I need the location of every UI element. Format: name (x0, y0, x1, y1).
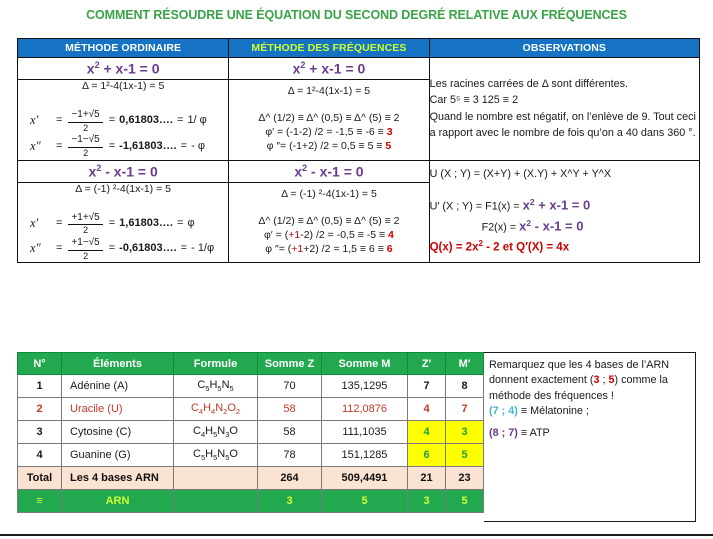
frq1-line1: Δ^ (1/2) ≡ Δ^ (0,5) ≡ Δ^ (5) ≡ 2 (258, 112, 400, 125)
obs2-f2-rest: - x-1 = 0 (531, 218, 584, 234)
ord1-root1 (30, 109, 228, 133)
frq2-line2-a: φ′ = ( (263, 229, 289, 242)
page-title: COMMENT RÉSOUDRE UNE ÉQUATION DU SECOND DEGRÉ RELATIVE AUX FRÉQUENCES (86, 8, 627, 22)
arn-header-elements: Éléments (62, 353, 174, 375)
obs2-f2-line (430, 217, 699, 236)
ord1-root1-label: x′ (30, 113, 39, 128)
arn-header-zprime: Z' (408, 353, 446, 375)
ord2-root1-equiv: φ (187, 217, 195, 230)
ord1-root2 (30, 134, 228, 158)
ord1-root1-num: −1+√5 (68, 109, 102, 123)
eq1-ord-exp: 2 (94, 60, 100, 71)
arn-obs-p1-sep: ; (599, 374, 609, 387)
arn-cell-zprime: 6 (408, 444, 446, 467)
eq2-ord-rest: - x-1 = 0 (101, 163, 158, 180)
arn-table-row (18, 398, 484, 421)
ord1-delta: Δ = 1²-4(1x-1) = 5 (81, 80, 165, 92)
equation-row-1 (18, 58, 700, 80)
ord2-root1-eq3: = (177, 217, 184, 230)
arn-table-body (18, 375, 484, 513)
arn-equiv-element: ARN (62, 490, 174, 513)
arn-total-somme-z: 264 (258, 467, 322, 490)
arn-cell-mprime: 3 (446, 421, 484, 444)
frq2-line2-b: -2) /2 = -0,5 ≡ -5 ≡ (300, 229, 389, 242)
frq1-line2-result: 3 (386, 126, 393, 139)
arn-cell-element: Cytosine (C) (62, 421, 174, 444)
arn-total-mprime: 23 (446, 467, 484, 490)
ord2-root1-eq2: = (108, 217, 116, 230)
arn-cell-no: 3 (18, 421, 62, 444)
ord2-root2-value: -0,61803…. (119, 242, 177, 255)
ord1-root1-eq3: = (177, 114, 184, 127)
frq2-line3-b: +2) /2 = 1,5 ≡ 6 ≡ (303, 243, 387, 256)
arn-header-mprime: M' (446, 353, 484, 375)
arn-cell-mprime: 5 (446, 444, 484, 467)
arn-obs-l2-v2: 4 (508, 404, 515, 417)
arn-obs-para1 (489, 358, 689, 404)
ord2-root2-label: x″ (30, 241, 41, 256)
arn-cell-element: Guanine (G) (62, 444, 174, 467)
frq1-delta: Δ = 1²-4(1x-1) = 5 (287, 85, 371, 98)
frq1-line3 (229, 140, 428, 153)
eq-table-header-row (18, 39, 700, 58)
arn-cell-no: 4 (18, 444, 62, 467)
header-observations: OBSERVATIONS (429, 39, 699, 58)
ord1-root1-equiv: 1/ φ (187, 114, 207, 127)
frq1-line2 (229, 126, 428, 139)
arn-obs-l3-v1: 8 (492, 427, 499, 440)
arn-cell-zprime: 4 (408, 398, 446, 421)
obs1-line2: Car 5⁵ ≡ 3 125 ≡ 2 (429, 94, 519, 107)
ord1-root2-equiv: - φ (191, 139, 205, 152)
equation-ordinary-2 (18, 160, 229, 182)
obs2-q-pre: Q(x) = 2x (429, 241, 479, 254)
arn-obs-l3-sep: ; (498, 427, 509, 440)
arn-cell-mprime: 8 (446, 375, 484, 398)
ordinary-solution-2 (18, 182, 229, 263)
eq2-frq-exp: 2 (302, 162, 308, 173)
ord1-root2-eq2: = (108, 139, 116, 152)
obs2-u-line: U (X ; Y) = (X+Y) + (X.Y) + X^Y + Y^X (429, 167, 612, 180)
arn-cell-zprime: 4 (408, 421, 446, 444)
arn-total-label: Total (18, 467, 62, 490)
arn-cell-element: Adénine (A) (62, 375, 174, 398)
arn-equiv-zprime: 3 (408, 490, 446, 513)
arn-obs-l2-sep: ; (498, 404, 509, 417)
arn-equiv-formula (174, 490, 258, 513)
arn-cell-formula: $C_5H_5N_5O$ (174, 444, 258, 467)
arn-obs-p1-v2: 5 (608, 374, 615, 387)
equation-row-2 (18, 160, 700, 182)
equation-frequency-2 (229, 160, 429, 182)
arn-equiv-somme-m: 5 (322, 490, 408, 513)
arn-table-row (18, 375, 484, 398)
ord2-root2-fraction (68, 237, 102, 261)
observations-cell-1 (429, 58, 699, 161)
frq2-line2-result: 4 (388, 229, 394, 242)
obs2-uprime-pre: U′ (X ; Y) = F1(x) = (429, 200, 523, 213)
frq2-line1: Δ^ (1/2) ≡ Δ^ (0,5) ≡ Δ^ (5) ≡ 2 (258, 214, 400, 227)
obs1-line3: Quand le nombre est négatif, on l’enlève de 9. Tout ceci a rapport avec le nombre de fois qu’on a 40 dans 360 °. (429, 110, 696, 139)
arn-cell-no: 2 (18, 398, 62, 421)
equation-methods-table (17, 38, 700, 263)
eq1-ord-rest: + x-1 = 0 (99, 60, 160, 77)
ord1-root2-num: −1−√5 (68, 134, 102, 148)
arn-header-row (18, 353, 484, 375)
ord2-root2 (30, 237, 228, 261)
arn-equiv-row (18, 490, 484, 513)
equation-frequency-1 (229, 58, 429, 80)
arn-obs-spacer (489, 419, 689, 426)
arn-obs-l2-close: ) (514, 404, 518, 417)
arn-obs-p1-v1: 3 (593, 374, 600, 387)
arn-obs-l3-open: ( (489, 427, 493, 440)
arn-obs-l2-open: ( (489, 404, 493, 417)
arn-cell-somme-z: 58 (258, 421, 322, 444)
ord1-root1-den: 2 (83, 122, 89, 133)
arn-obs-l3-close: ) (514, 427, 518, 440)
obs2-f2-x: x (519, 218, 527, 234)
obs2-uprime-line (430, 196, 699, 215)
ord2-root1-den: 2 (83, 225, 89, 236)
obs1-line1: Les racines carrées de Δ sont différentes. (429, 77, 629, 90)
frq2-line3 (229, 243, 428, 256)
arn-cell-somme-z: 70 (258, 375, 322, 398)
header-methode-ordinaire: MÉTHODE ORDINAIRE (18, 39, 229, 58)
eq2-ord-x: x (88, 163, 97, 180)
frq1-line3-text: φ ″= (-1+2) /2 = 0,5 ≡ 5 ≡ (266, 140, 386, 153)
ord1-root1-value: 0,61803…. (119, 114, 173, 127)
ord2-delta: Δ = (-1) ²-4(1x-1) = 5 (75, 182, 171, 195)
eq1-ord-x: x (86, 60, 95, 77)
frq1-line3-result: 5 (385, 140, 392, 153)
ord2-root1 (30, 212, 228, 236)
arn-table-row (18, 421, 484, 444)
obs2-q-exp: 2 (478, 239, 483, 249)
obs2-f2-exp: 2 (526, 217, 532, 228)
arn-obs-l2-v1: 7 (492, 404, 499, 417)
arn-observations-panel (484, 352, 696, 522)
arn-header-no: N° (18, 353, 62, 375)
arn-header-somme-m: Somme M (322, 353, 408, 375)
arn-obs-line2 (489, 404, 689, 419)
eq1-frq-exp: 2 (300, 60, 306, 71)
frequency-solution-2 (229, 182, 429, 263)
obs2-f1-rest: + x-1 = 0 (534, 197, 591, 213)
arn-total-element: Les 4 bases ARN (62, 467, 174, 490)
arn-total-formula (174, 467, 258, 490)
ord2-root2-eq2: = (108, 242, 116, 255)
ord2-root1-fraction (68, 212, 102, 236)
arn-total-row (18, 467, 484, 490)
arn-cell-formula: $C_4H_5N_3O$ (174, 421, 258, 444)
arn-cell-somme-z: 58 (258, 398, 322, 421)
eq2-frq-x: x (294, 163, 303, 180)
arn-total-zprime: 21 (408, 467, 446, 490)
ord1-root2-eq3: = (180, 139, 188, 152)
ord1-root2-den: 2 (83, 147, 89, 158)
frq2-line3-result: 6 (386, 243, 393, 256)
arn-total-somme-m: 509,4491 (322, 467, 408, 490)
ord2-root2-num: +1−√5 (68, 237, 102, 251)
arn-cell-somme-z: 78 (258, 444, 322, 467)
arn-cell-somme-m: 112,0876 (322, 398, 408, 421)
arn-cell-mprime: 7 (446, 398, 484, 421)
arn-cell-somme-m: 135,1295 (322, 375, 408, 398)
ordinary-solution-1 (18, 80, 229, 161)
ord1-root2-eq: = (56, 139, 63, 152)
obs2-f2-pre: F2(x) = (481, 221, 520, 234)
arn-equiv-symbol: ≡ (18, 490, 62, 513)
arn-cell-element: Uracile (U) (62, 398, 174, 421)
ord2-root2-eq3: = (180, 242, 188, 255)
obs2-q-rest: - 2 et Q′(X) = 4x (482, 241, 570, 254)
bottom-divider (0, 534, 713, 536)
ord1-root2-label: x″ (30, 138, 41, 153)
arn-obs-l3-v2: 7 (508, 427, 515, 440)
ord1-root2-fraction (68, 134, 102, 158)
arn-equiv-mprime: 5 (446, 490, 484, 513)
ord2-root1-eq: = (56, 217, 63, 230)
ord1-root1-fraction (68, 109, 102, 133)
ord2-root2-equiv: - 1/φ (191, 242, 215, 255)
arn-cell-somme-m: 151,1285 (322, 444, 408, 467)
equation-ordinary-1 (18, 58, 229, 80)
arn-obs-p1-a: Remarquez que les 4 bases de l’ARN donnent exactement ( (489, 359, 670, 387)
frequency-solution-1 (229, 80, 429, 161)
ord1-root1-eq2: = (108, 114, 116, 127)
arn-bases-table (17, 352, 484, 513)
arn-cell-formula: $C_5H_5N_5$ (174, 375, 258, 398)
eq2-frq-rest: - x-1 = 0 (307, 163, 364, 180)
arn-table-row (18, 444, 484, 467)
frq2-line2-plus: +1 (288, 229, 301, 242)
ord1-root2-value: -1,61803…. (119, 139, 177, 152)
arn-cell-formula: $C_4H_4N_2O_2$ (174, 398, 258, 421)
arn-obs-line3 (489, 426, 689, 441)
arn-obs-p1-b: ) comme la méthode des fréquences ! (489, 374, 668, 402)
ord2-root1-value: 1,61803…. (119, 217, 173, 230)
frq2-line3-a: φ ″= ( (265, 243, 292, 256)
frq1-line2-text: φ′ = (-1-2) /2 = -1,5 ≡ -6 ≡ (265, 126, 387, 139)
ord2-root2-den: 2 (83, 250, 89, 261)
arn-equiv-somme-z: 3 (258, 490, 322, 513)
ord2-root1-num: +1+√5 (68, 212, 102, 226)
arn-obs-l2-rest: ≡ Mélatonine ; (517, 404, 589, 417)
obs2-q-line (430, 238, 699, 256)
arn-header-formule: Formule (174, 353, 258, 375)
frq2-line3-plus: +1 (291, 243, 304, 256)
ord2-root1-label: x′ (30, 216, 39, 231)
frq2-line2 (229, 229, 428, 242)
eq2-ord-exp: 2 (96, 162, 102, 173)
eq1-frq-x: x (292, 60, 301, 77)
ord2-root2-eq: = (56, 242, 63, 255)
arn-cell-somme-m: 111,1035 (322, 421, 408, 444)
header-methode-frequences: MÉTHODE DES FRÉQUENCES (229, 39, 429, 58)
arn-obs-l3-rest: ≡ ATP (517, 427, 550, 440)
arn-cell-no: 1 (18, 375, 62, 398)
obs2-f1-x: x (522, 197, 530, 213)
observations-cell-2 (429, 160, 699, 263)
arn-header-somme-z: Somme Z (258, 353, 322, 375)
eq1-frq-rest: + x-1 = 0 (305, 60, 366, 77)
obs2-f1-exp: 2 (529, 197, 535, 208)
frq2-delta: Δ = (-1) ²-4(1x-1) = 5 (281, 187, 377, 200)
ord1-root1-eq: = (56, 114, 63, 127)
arn-cell-zprime: 7 (408, 375, 446, 398)
